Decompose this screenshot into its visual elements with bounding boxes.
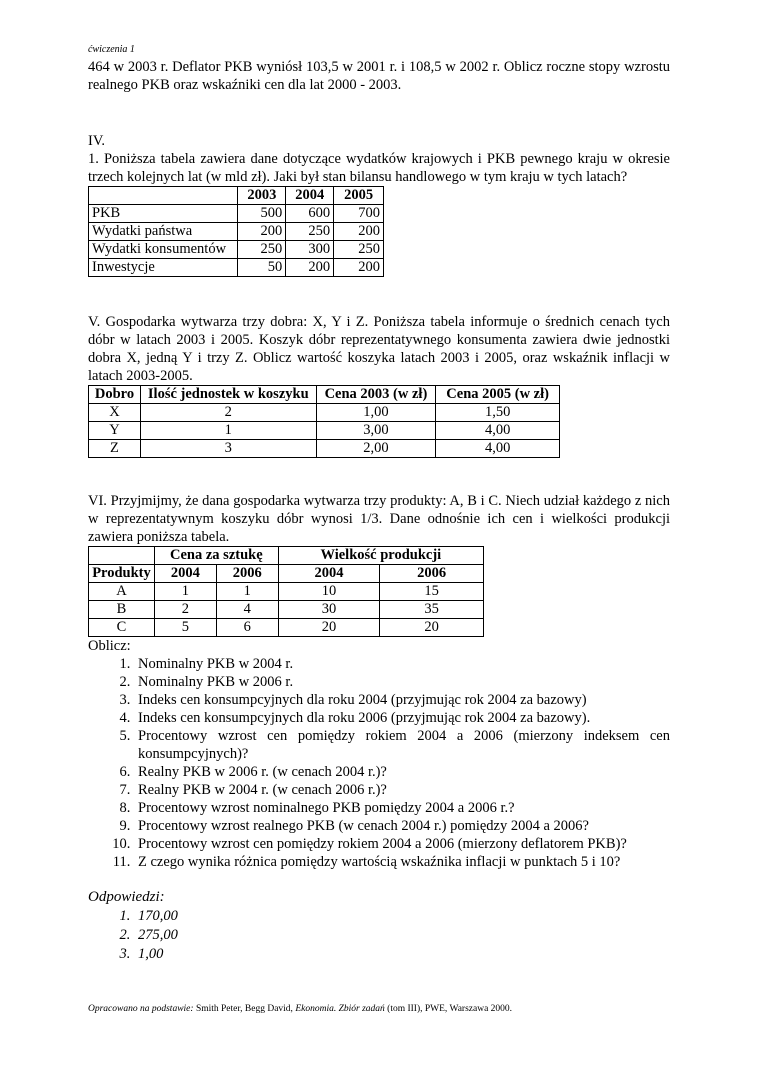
table-cell: 1 [154,583,216,601]
table-cell: 1 [140,422,316,440]
table-row [89,440,560,458]
table-row [89,601,484,619]
table-cell: 200 [334,223,384,241]
table-row [89,619,484,637]
table-header-cell: Dobro [89,386,141,404]
list-item: 1. 170,00 [134,907,670,926]
table-header-cell: 2006 [216,565,278,583]
table-cell: 35 [380,601,484,619]
table-cell: Inwestycje [89,259,238,277]
table-cell: 6 [216,619,278,637]
table-cell: 4 [216,601,278,619]
table-cell: 1,00 [316,404,436,422]
table-row [89,422,560,440]
list-item: 3. 1,00 [134,945,670,964]
section-iv-heading: IV. [88,133,106,149]
table-cell: 500 [238,205,286,223]
table-header-cell: 2005 [334,187,384,205]
table-cell: 4,00 [436,440,560,458]
table-header-row [89,187,384,205]
table-cell: A [89,583,155,601]
table-cell: 2,00 [316,440,436,458]
basket-table [88,385,560,458]
list-item: 1. Nominalny PKB w 2004 r. [134,655,670,673]
list-item: 9. Procentowy wzrost realnego PKB (w cenach 2004 r.) pomiędzy 2004 a 2006? [134,817,670,835]
list-item: 8. Procentowy wzrost nominalnego PKB pomiędzy 2004 a 2006 r.? [134,799,670,817]
table-cell: 5 [154,619,216,637]
table-cell: 10 [278,583,380,601]
table-group-header-cell: Wielkość produkcji [278,547,483,565]
footer-rest: (tom III), PWE, Warszawa 2000. [387,1004,513,1014]
section-v-text: V. Gospodarka wytwarza trzy dobra: X, Y i Z. Poniższa tabela informuje o średnich cenach tych dóbr w latach 2003 i 2005. Koszyk dóbr reprezentatywnego konsumenta zawiera dwie jednostki dobra X, jedną Y i trzy Z. Oblicz wartość koszyka latach 2003 i 2005, oraz wskaźnik inflacji w latach 2003-2005. [88,314,670,384]
table-header-cell [89,547,155,565]
table-cell: C [89,619,155,637]
table-cell: 200 [334,259,384,277]
table-group-header-cell: Cena za sztukę [154,547,278,565]
list-item: 4. Indeks cen konsumpcyjnych dla roku 2006 (przyjmując rok 2004 za bazowy). [134,709,670,727]
table-cell: 50 [238,259,286,277]
table-cell: 4,00 [436,422,560,440]
table-cell: 1 [216,583,278,601]
section-iv-text: 1. Poniższa tabela zawiera dane dotyczące wydatków krajowych i PKB pewnego kraju w okresie trzech kolejnych lat (w mld zł). Jaki był stan bilansu handlowego w tym kraju w tych latach? [88,151,670,185]
production-table [88,546,484,637]
intro-text: 464 w 2003 r. Deflator PKB wyniósł 103,5 w 2001 r. i 108,5 w 2002 r. Oblicz roczne stopy wzrostu realnego PKB oraz wskaźniki cen dla lat 2000 - 2003. [88,59,670,93]
table-cell: 3 [140,440,316,458]
table-cell: Z [89,440,141,458]
source-footer [88,1003,512,1015]
table-cell: Wydatki państwa [89,223,238,241]
table-row [89,241,384,259]
table-cell: 200 [238,223,286,241]
table-header-cell: Produkty [89,565,155,583]
list-item: 10. Procentowy wzrost cen pomiędzy rokiem 2004 a 2006 (mierzony deflatorem PKB)? [134,835,670,853]
list-item: 6. Realny PKB w 2006 r. (w cenach 2004 r.)? [134,763,670,781]
answers-list [88,907,670,964]
table-header-cell: 2004 [278,565,380,583]
document-page [88,44,670,964]
table-header-cell: Cena 2003 (w zł) [316,386,436,404]
page-header: ćwiczenia 1 [88,44,135,55]
list-item: 7. Realny PKB w 2004 r. (w cenach 2006 r.)? [134,781,670,799]
table-header-cell: 2004 [286,187,334,205]
table-row [89,205,384,223]
list-item: 2. 275,00 [134,926,670,945]
table-cell: 20 [380,619,484,637]
section-vi-text: VI. Przyjmijmy, że dana gospodarka wytwarza trzy produkty: A, B i C. Niech udział każdego z nich w reprezentatywnym koszyku dóbr wynosi 1/3. Dane odnośnie ich cen i wielkości produkcji zawiera poniższa tabela. [88,493,670,545]
questions-list [88,655,670,871]
list-item: 11. Z czego wynika różnica pomiędzy wartością wskaźnika inflacji w punktach 5 i 10? [134,853,670,871]
table-cell: 300 [286,241,334,259]
list-item: 2. Nominalny PKB w 2006 r. [134,673,670,691]
table-header-cell: 2004 [154,565,216,583]
table-cell: 20 [278,619,380,637]
table-cell: 2 [140,404,316,422]
table-cell: 250 [334,241,384,259]
footer-book: Ekonomia. Zbiór zadań [295,1004,385,1014]
table-cell: 250 [238,241,286,259]
table-header-row [89,565,484,583]
table-cell: 30 [278,601,380,619]
table-cell: Wydatki konsumentów [89,241,238,259]
table-header-cell: Cena 2005 (w zł) [436,386,560,404]
table-row [89,583,484,601]
table-header-cell: Ilość jednostek w koszyku [140,386,316,404]
table-cell: 200 [286,259,334,277]
table-cell: 600 [286,205,334,223]
table-cell: Y [89,422,141,440]
table-row [89,404,560,422]
list-item: 3. Indeks cen konsumpcyjnych dla roku 2004 (przyjmując rok 2004 za bazowy) [134,691,670,709]
table-row [89,259,384,277]
table-row [89,223,384,241]
calc-label: Oblicz: [88,638,131,654]
table-group-header-row [89,547,484,565]
table-cell: X [89,404,141,422]
table-cell: 250 [286,223,334,241]
table-cell: 2 [154,601,216,619]
table-cell: 1,50 [436,404,560,422]
table-header-cell [89,187,238,205]
table-cell: B [89,601,155,619]
table-cell: 3,00 [316,422,436,440]
table-cell: PKB [89,205,238,223]
answers-title: Odpowiedzi: [88,889,165,905]
footer-prefix: Opracowano na podstawie: [88,1004,194,1014]
table-header-row [89,386,560,404]
table-cell: 700 [334,205,384,223]
table-header-cell: 2003 [238,187,286,205]
list-item: 5. Procentowy wzrost cen pomiędzy rokiem 2004 a 2006 (mierzony indeksem cen konsumpcyjnych)? [134,727,670,763]
table-header-cell: 2006 [380,565,484,583]
table-cell: 15 [380,583,484,601]
footer-authors: Smith Peter, Begg David, [195,1004,293,1014]
gdp-table [88,186,384,277]
